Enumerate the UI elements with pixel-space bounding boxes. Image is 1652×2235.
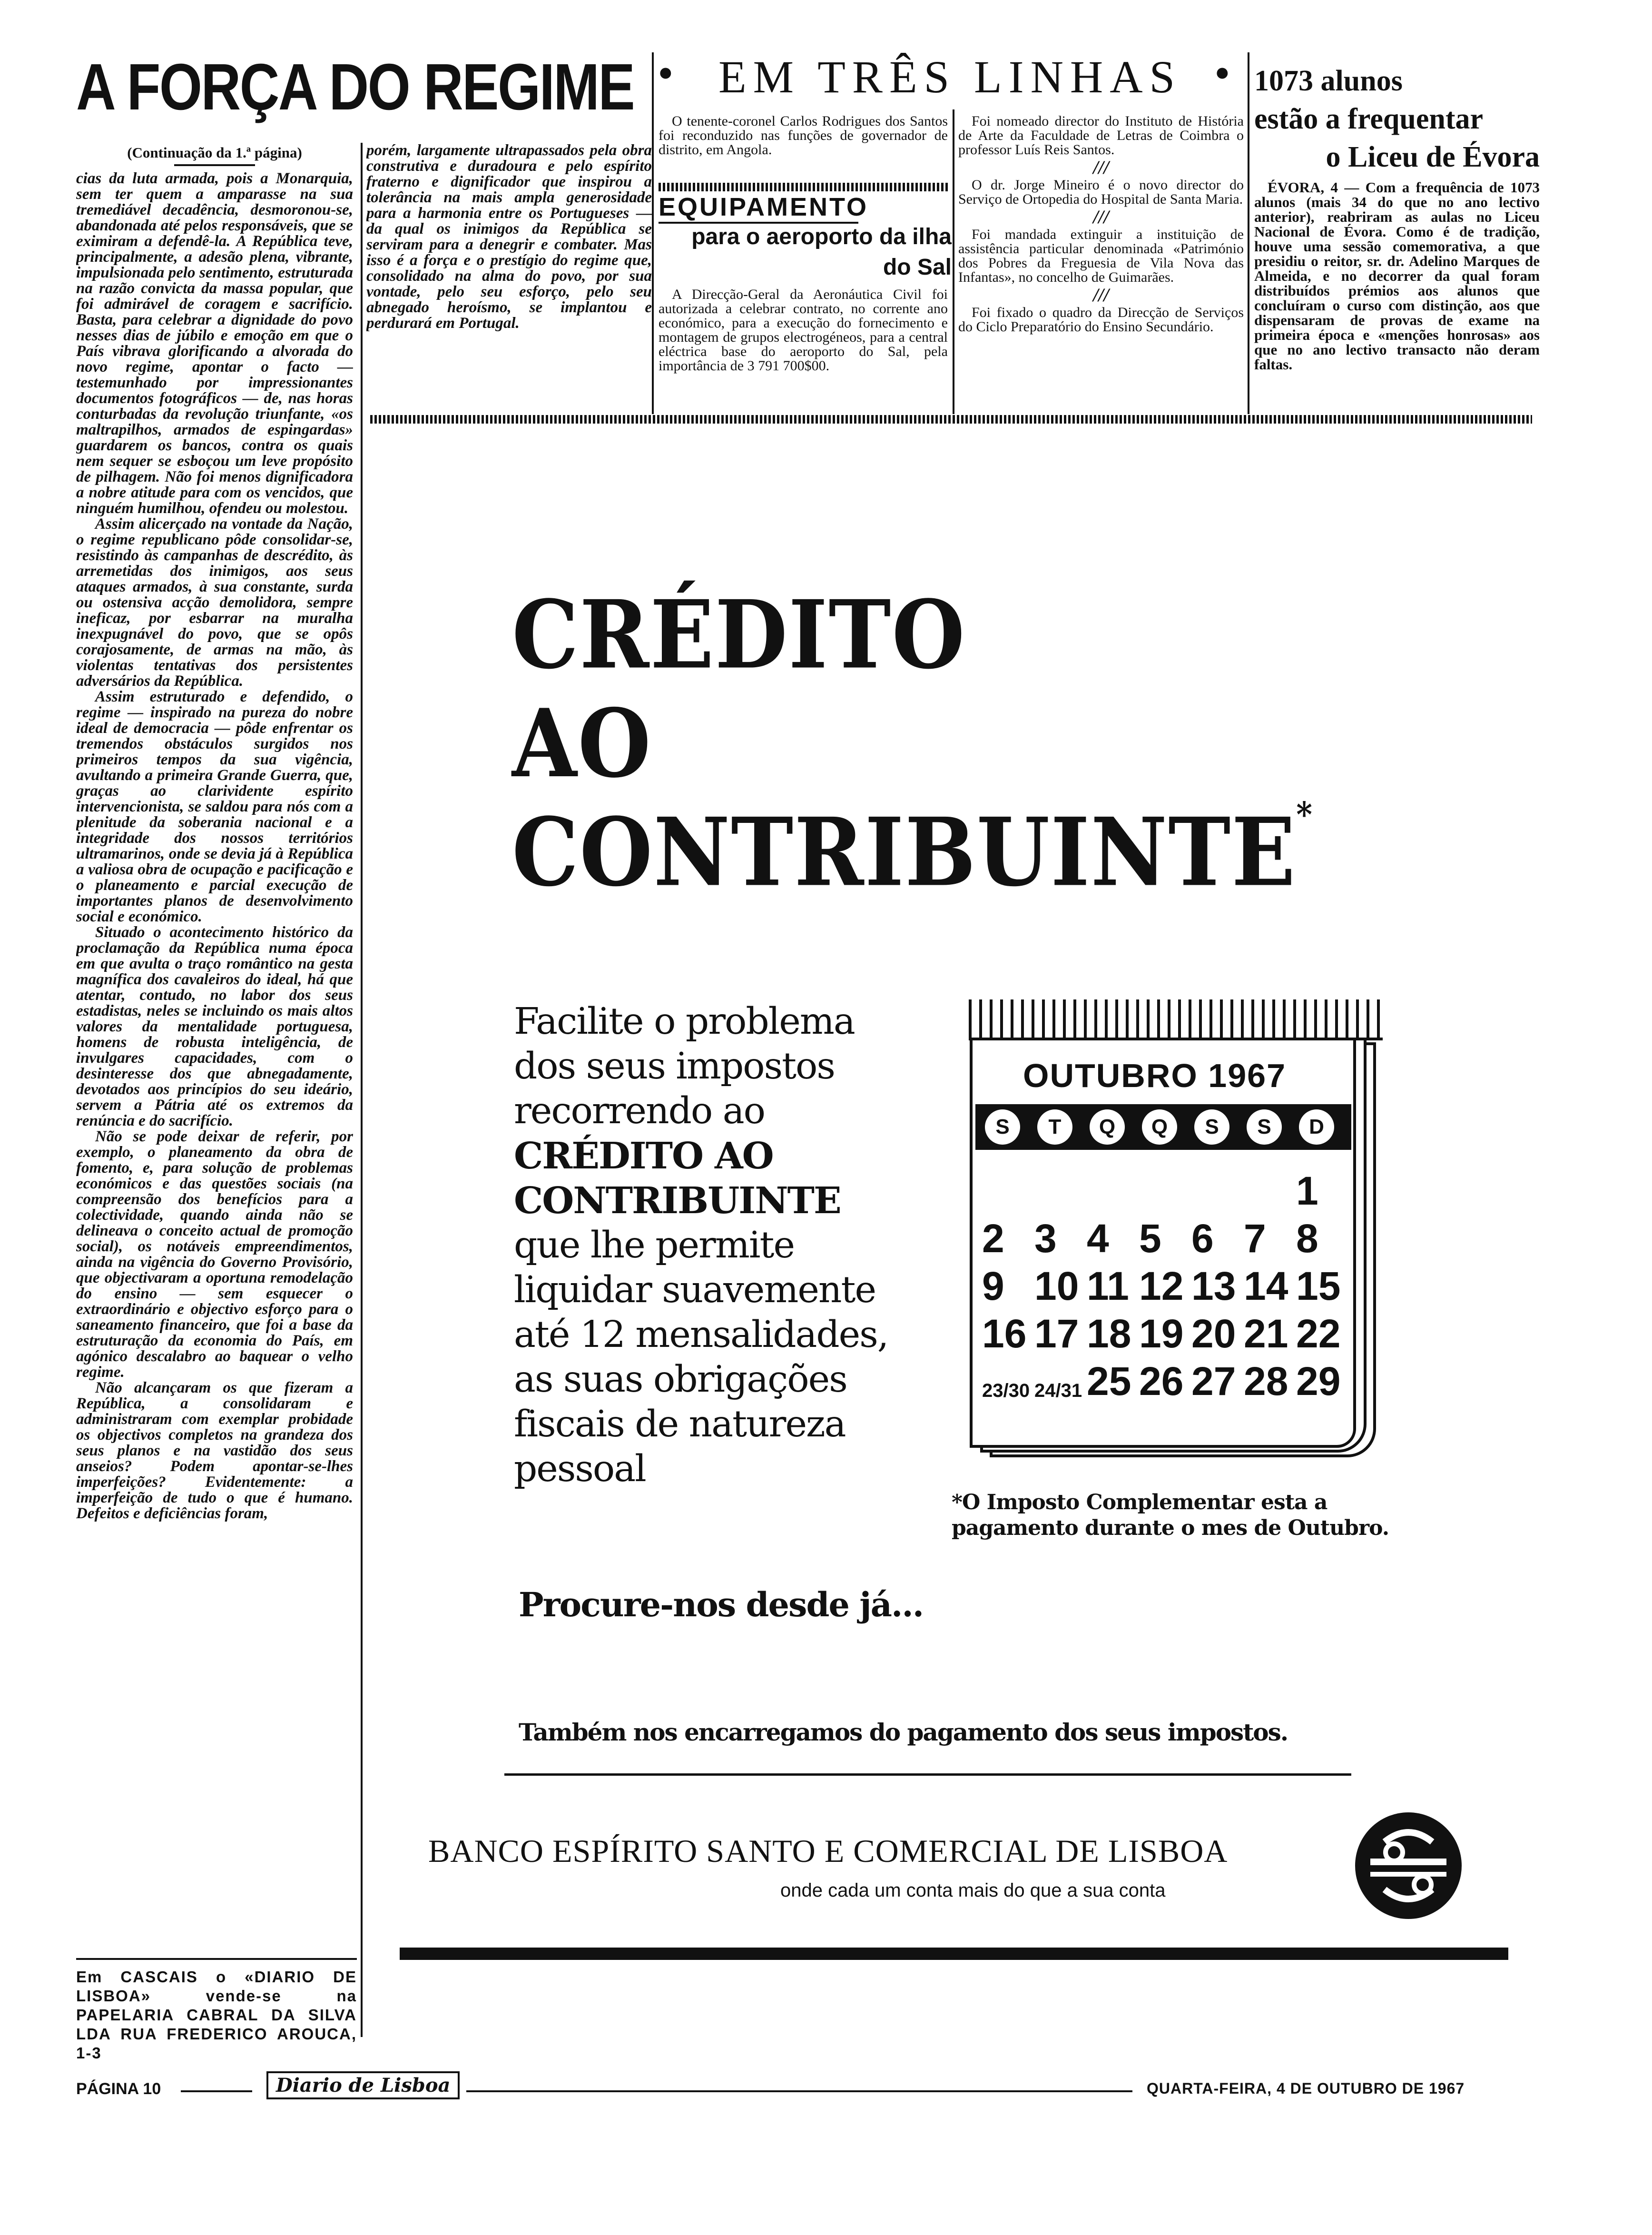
banner-title: EM TRÊS LINHAS	[718, 51, 1181, 102]
news-item: ÉVORA, 4 — Com a frequência de 1073 alunos (mais 34 do que no ano lectivo anterior), reabriram as aulas no Liceu Nacional de Évora. Como é de tradição, houve uma sessão comemorativa, a que presidiu o reitor, sr. dr. Adelino Marques de Almeida, e no decorrer da qual foram distribuídos prémios aos alunos que concluíram o curso com distinção, aos que dispensaram de provas de exame na primeira época e «menções honrosas» aos que no ano lectivo transacto não deram faltas.	[1254, 179, 1540, 373]
footer-rule	[181, 2090, 252, 2092]
calendar-day: 22	[1296, 1311, 1341, 1356]
calendar-weekday: Q	[1142, 1109, 1177, 1145]
issue-date: QUARTA-FEIRA, 4 DE OUTUBRO DE 1967	[1147, 2080, 1465, 2097]
news-item: Foi fixado o quadro da Direcção de Serviços do Ciclo Preparatório do Ensino Secundário.	[958, 305, 1244, 335]
calendar-day: 2	[982, 1216, 1004, 1261]
calendar-day: 4	[1087, 1216, 1109, 1261]
news-item: O tenente-coronel Carlos Rodrigues dos Santos foi reconduzido nas funções de governador de distrito, em Angola.	[659, 113, 948, 158]
ad-body-line: dos seus impostos	[514, 1045, 835, 1088]
calendar-day: 3	[1034, 1216, 1057, 1261]
banner-bullet-right: •	[1214, 48, 1237, 99]
footer-rule	[466, 2090, 1132, 2092]
calendar-day: 16	[982, 1311, 1027, 1356]
news-column-b	[958, 114, 1244, 334]
ad-title	[512, 581, 1313, 907]
calendar-day: 8	[1296, 1216, 1318, 1261]
ad-title-line: CRÉDITO	[512, 579, 966, 690]
separator: ///	[1093, 157, 1109, 178]
calendar-day: 1	[1296, 1168, 1318, 1213]
calendar-day: 6	[1191, 1216, 1214, 1261]
calendar-day: 14	[1244, 1264, 1288, 1308]
ad-body-line: CRÉDITO AO	[514, 1135, 773, 1177]
equipamento-subheading: para o aeroporto da ilha do Sal	[691, 224, 952, 280]
calendar-day: 29	[1296, 1359, 1341, 1404]
ad-footnote	[952, 1490, 1389, 1541]
ad-body-line: que lhe permite	[514, 1224, 795, 1266]
ad-title-asterisk: *	[1296, 795, 1313, 835]
ad-tambem: Também nos encarregamos do pagamento dos seus impostos.	[519, 1718, 1288, 1746]
calendar-day: 13	[1191, 1264, 1236, 1308]
bank-slogan: onde cada um conta mais do que a sua conta	[780, 1880, 1166, 1901]
calendar-illustration	[961, 999, 1389, 1466]
calendar-month: OUTUBRO 1967	[1023, 1057, 1287, 1094]
evora-title	[1254, 62, 1540, 176]
dashed-rule	[370, 415, 1532, 424]
ad-rule	[504, 1773, 1351, 1776]
news-column-a2	[659, 287, 948, 373]
calendar-day: 10	[1034, 1264, 1079, 1308]
calendar-day: 25	[1087, 1359, 1131, 1404]
calendar-day: 24/31	[1034, 1380, 1082, 1401]
column-divider	[953, 109, 954, 414]
calendar-spiral	[969, 999, 1383, 1040]
calendar-weekday: S	[1247, 1109, 1282, 1145]
article-paragraph: Não se pode deixar de referir, por exemplo, o planeamento da obra de fomento, e, para solução de problemas económicos e das questões sociais (na compreensão dos benefícios para a colectividade, quando ainda não se delineava o conceito actual de promoção social), os notáveis empreendimentos, ainda na vigência do Governo Provisório, que objectivaram a oportuna remodelação do ensino — sem esquecer o extraordinário e objectivo esforço para o saneamento financeiro, que foi a base da estruturação da economia do País, em agónico descalabro ao baquear o velho regime.	[76, 1128, 353, 1381]
calendar-day: 9	[982, 1264, 1004, 1308]
ad-title-contribuinte: CONTRIBUINTE	[512, 797, 1297, 908]
calendar-weekday: T	[1037, 1109, 1072, 1145]
ad-body	[514, 999, 942, 1492]
news-column-a	[659, 114, 948, 157]
continuation-rule	[174, 164, 255, 166]
ad-body-line: as suas obrigações	[514, 1358, 847, 1401]
continuation-note: (Continuação da 1.ª página)	[127, 144, 302, 161]
calendar-day: 5	[1139, 1216, 1161, 1261]
calendar-weekday: S	[985, 1109, 1020, 1145]
calendar-day: 21	[1244, 1311, 1288, 1356]
dashed-rule	[659, 183, 948, 191]
ad-body-line: até 12 mensalidades,	[514, 1314, 888, 1356]
evora-title-line: o Liceu de Évora	[1326, 141, 1540, 173]
evora-title-line: estão a frequentar	[1254, 103, 1483, 135]
calendar-day: 20	[1191, 1311, 1236, 1356]
calendar-day: 23/30	[982, 1380, 1030, 1401]
calendar-day: 7	[1244, 1216, 1266, 1261]
masthead-logo: Diario de Lisboa	[266, 2071, 460, 2099]
ad-body-line: fiscais de natureza	[514, 1403, 846, 1445]
calendar-day: 19	[1139, 1311, 1184, 1356]
article-paragraph: Situado o acontecimento histórico da proclamação da República numa época em que avulta o traço romântico na gesta magnífica dos cavaleiros do ideal, há que atentar, contudo, no labor dos seus estadistas, neles se incluindo os mais altos valores da mentalidade portuguesa, homens de robusta inteligência, de invulgares capacidades, com o desinteresse dos que abnegadamente, devotados aos princípios do seu ideário, servem a Pátria até os extremos da renúncia e do sacrifício.	[76, 924, 353, 1129]
article-paragraph: Assim estruturado e defendido, o regime — inspirado na pureza do nobre ideal de democracia — pôde enfrentar os tremendos obstáculos surgidos nos primeiros tempos da sua vigência, avultando a primeira Grande Guerra, que, graças ao clarividente espírito intervencionista, se saldou para nós com a plenitude da soberania nacional e a integridade dos nossos territórios ultramarinos, onde se devia já à República a valiosa obra de ocupação e pacificação e o planeamento e parcial execução de importantes planos de desenvolvimento social e económico.	[76, 688, 353, 925]
ad-bottom-bar	[400, 1948, 1508, 1960]
column-divider	[361, 143, 363, 2037]
notice-rule	[76, 1958, 357, 1960]
evora-body	[1254, 180, 1540, 372]
ad-body-line: liquidar suavemente	[514, 1269, 876, 1311]
ad-body-line: CONTRIBUINTE	[514, 1179, 841, 1222]
page-number: PÁGINA 10	[76, 2080, 161, 2098]
article-paragraph: cias da luta armada, pois a Monarquia, sem ter quem a amparasse na sua tremediável decadência, desmoronou-se, abandonada até pelos responsáveis, que se eximiram a defendê-la. A República teve, principalmente, a adesão plena, vibrante, impulsionada pelo sentimento, estruturada na razão convicta da massa popular, que foi admirável de coragem e sacrifício. Basta, para celebrar a dignidade do povo nesses dias de júbilo e emoção em que o País vibrava glorificando a alvorada do novo regime, apontar o facto — testemunhado por impressionantes documentos fotográficos — de, nas horas conturbadas da revolução triunfante, «os maltrapilhos, armados de espingardas» guardarem os bancos, contra os quais nem sequer se esboçou um leve propósito de pilhagem. Não foi menos dignificadora a nobre atitude para com os vencidos, que ninguém humilhou, ofendeu ou molestou.	[76, 170, 353, 517]
column-divider	[652, 52, 654, 414]
calendar-weekday: Q	[1090, 1109, 1125, 1145]
calendar-weekday: S	[1194, 1109, 1229, 1145]
ad-footnote-line: *O Imposto Complementar esta a	[952, 1490, 1328, 1514]
cascais-notice: Em CASCAIS o «DIARIO DE LISBOA» vende-se na PAPELARIA CABRAL DA SILVA LDA RUA FREDERICO AROUCA, 1-3	[76, 1968, 357, 2062]
article-paragraph: Não alcançaram os que fizeram a República, a consolidaram e administraram com exemplar probidade os objectivos completos na grandeza dos seus planos e na vastidão dos seus anseios? Podem apontar-se-lhes imperfeições? Evidentemente: a imperfeição de tudo o que é humano. Defeitos e deficiências foram,	[76, 1379, 353, 1522]
equipamento-heading: EQUIPAMENTO	[659, 193, 869, 221]
bank-name: BANCO ESPÍRITO SANTO E COMERCIAL DE LISBOA	[428, 1833, 1228, 1869]
ad-footnote-line: pagamento durante o mes de Outubro.	[952, 1516, 1389, 1540]
news-item: Foi nomeado director do Instituto de História de Arte da Faculdade de Letras de Coimbra o professor Luís Reis Santos.	[958, 113, 1244, 158]
ad-title-line: AO	[512, 688, 652, 799]
calendar-day: 12	[1139, 1264, 1184, 1308]
separator: ///	[1093, 206, 1109, 227]
article-paragraph: Assim alicerçado na vontade da Nação, o regime republicano pôde consolidar-se, resistindo às campanhas de descrédito, às arremetidas dos inimigos, aos seus ataques armados, à sua constante, surda ou ostensiva acção demolidora, sempre ineficaz, por esbarrar na muralha inexpugnável do povo, que se opôs corajosamente, de armas na mão, às violentas tentativas dos persistentes adversários da República.	[76, 515, 353, 690]
article-headline: A FORÇA DO REGIME	[76, 50, 634, 124]
ad-body-line: Facilite o problema	[514, 1000, 855, 1043]
evora-title-line: 1073 alunos	[1254, 65, 1403, 97]
calendar-day: 15	[1296, 1264, 1341, 1308]
ad-procure: Procure-nos desde já...	[519, 1585, 924, 1624]
calendar-day: 28	[1244, 1359, 1288, 1404]
column-divider	[1248, 52, 1249, 414]
news-item: A Direcção-Geral da Aeronáutica Civil foi autorizada a celebrar contrato, no corrente ano económico, para a execução do fornecimento e montagem de grupos electrogéneos, para a central eléctrica base do aeroporto do Sal, pela importância de 3 791 700$00.	[659, 287, 948, 374]
calendar-day: 27	[1191, 1359, 1236, 1404]
em-tres-linhas-banner	[657, 46, 1247, 103]
ad-title-line	[512, 795, 1313, 908]
article-column-2	[366, 143, 652, 409]
article-column-1	[76, 143, 353, 1866]
calendar-day: 18	[1087, 1311, 1131, 1356]
news-item: O dr. Jorge Mineiro é o novo director do Serviço de Ortopedia do Hospital de Santa Maria.	[958, 177, 1244, 207]
news-item: Foi mandada extinguir a instituição de assistência particular denominada «Património dos Pobres da Freguesia de Vila Nova das Infantas», no concelho de Guimarães.	[958, 227, 1244, 285]
separator: ///	[1093, 284, 1109, 306]
bank-logo-icon	[1351, 1809, 1465, 1923]
article-paragraph: porém, largamente ultrapassados pela obra construtiva e duradoura e pelo espírito fraterno e dignificador que inspirou a tolerância na mais ampla generosidade para a harmonia entre os Portugueses — da qual os inimigos da República se serviram para a denegrir e combater. Mas isso é a força e o prestígio do regime que, consolidado na alma do povo, por sua vontade, pelo seu esforço, pelo seu abnegado heroísmo, se implantou e perdurará em Portugal.	[366, 143, 652, 332]
banner-bullet-left: •	[658, 48, 680, 99]
ad-body-line: pessoal	[514, 1448, 646, 1490]
calendar-day: 11	[1087, 1264, 1129, 1308]
calendar-day: 17	[1034, 1311, 1079, 1356]
calendar-day: 26	[1139, 1359, 1184, 1404]
ad-body-line: recorrendo ao	[514, 1090, 765, 1132]
calendar-weekday: D	[1299, 1109, 1334, 1145]
